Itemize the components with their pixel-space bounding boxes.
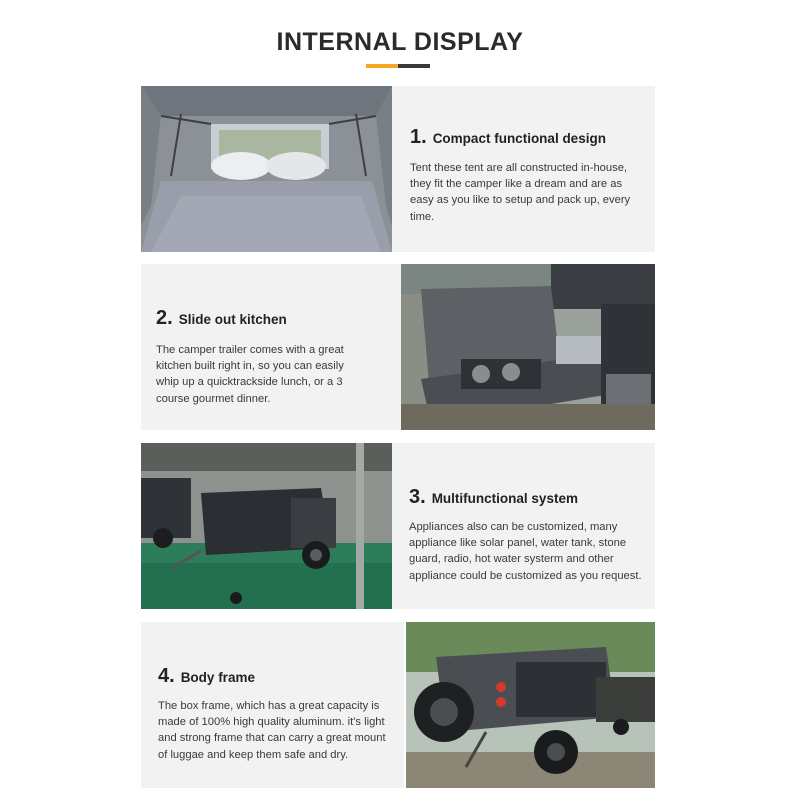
section-body: The camper trailer comes with a great kitchen built right in, so you can easily whip up a quicktrackside lunch, or a 3 course gourmet dinner. xyxy=(156,344,344,405)
feature-section-3 xyxy=(141,443,655,609)
section-number: 1. xyxy=(410,126,427,148)
feature-text-panel-3 xyxy=(392,443,655,609)
camper-trailer-showroom-photo xyxy=(141,443,392,609)
title-underline xyxy=(366,64,430,68)
slide-out-kitchen-photo xyxy=(401,264,655,430)
section-number: 3. xyxy=(409,486,426,508)
camper-trailer-rear-photo xyxy=(406,622,655,788)
feature-section-1 xyxy=(141,86,655,252)
section-number: 2. xyxy=(156,307,173,329)
page-title: INTERNAL DISPLAY xyxy=(276,28,524,56)
section-body: Appliances also can be customized, many appliance like solar panel, water tank, stone guard, radio, hot water systerm and other appliance could be customized as you request. xyxy=(409,521,642,582)
section-number: 4. xyxy=(158,665,175,687)
section-heading: Slide out kitchen xyxy=(178,312,287,327)
feature-text-panel-4 xyxy=(141,622,404,788)
feature-section-4 xyxy=(141,622,655,788)
section-heading: Multifunctional system xyxy=(431,491,578,506)
section-body: Tent these tent are all constructed in-house, they fit the camper like a dream and are as easy as you like to setup and pack up, every time. xyxy=(410,162,631,223)
feature-text-panel-1 xyxy=(392,86,655,252)
section-heading: Body frame xyxy=(180,670,255,685)
section-heading: Compact functional design xyxy=(432,131,606,146)
tent-bed-interior-photo xyxy=(141,86,392,252)
feature-section-2 xyxy=(141,264,655,430)
section-body: The box frame, which has a great capacity is made of 100% high quality aluminum. it's light and strong frame that can carry a great mount of luggae and keep them safe and dry. xyxy=(158,700,386,761)
feature-text-panel-2 xyxy=(141,264,404,430)
